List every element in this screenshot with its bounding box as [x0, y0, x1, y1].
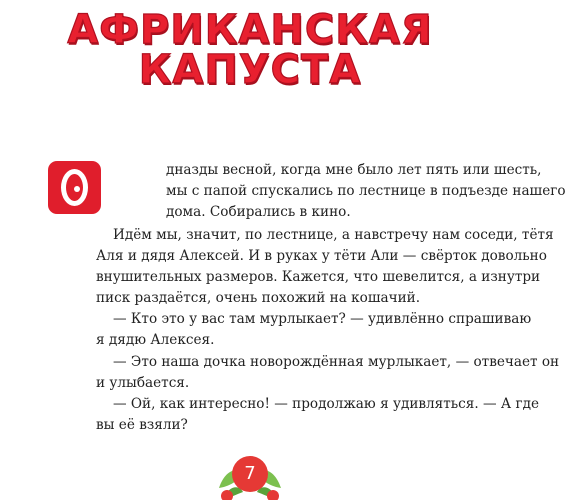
drop-cap-ring [61, 169, 88, 206]
text-line: вы её взяли? [96, 417, 188, 433]
text-line: — Кто это у вас там мурлыкает? — удивлённо спрашиваю [113, 311, 532, 327]
text-line: Аля и дядя Алексей. И в руках у тёти Али — свёрток довольно [96, 248, 547, 264]
text-line: и улыбается. [96, 375, 190, 391]
text-line: — Ой, как интересно! — продолжаю я удивляться. — А где [113, 396, 540, 412]
text-line: дназды весной, когда мне было лет пять или шесть, [166, 162, 542, 178]
chapter-title-line-2: КАПУСТА [138, 47, 362, 93]
drop-cap [48, 161, 101, 214]
chapter-title-line-1: АФРИКАНСКАЯ [67, 7, 433, 53]
text-line: писк раздаётся, очень похожий на кошачий. [96, 290, 421, 306]
page-number: 7 [232, 456, 268, 492]
drop-cap-dot [74, 186, 80, 192]
text-line: — Это наша дочка новорождённая мурлыкает, — отвечает он [113, 354, 560, 370]
text-line: Идём мы, значит, по лестнице, а навстречу нам соседи, тётя [113, 227, 554, 243]
text-line: внушительных размеров. Кажется, что шевелится, а изнутри [96, 269, 541, 285]
text-line: мы с папой спускались по лестнице в подъезде нашего [166, 183, 566, 199]
text-line: дома. Собирались в кино. [166, 204, 351, 220]
text-line: я дядю Алексея. [96, 332, 215, 348]
